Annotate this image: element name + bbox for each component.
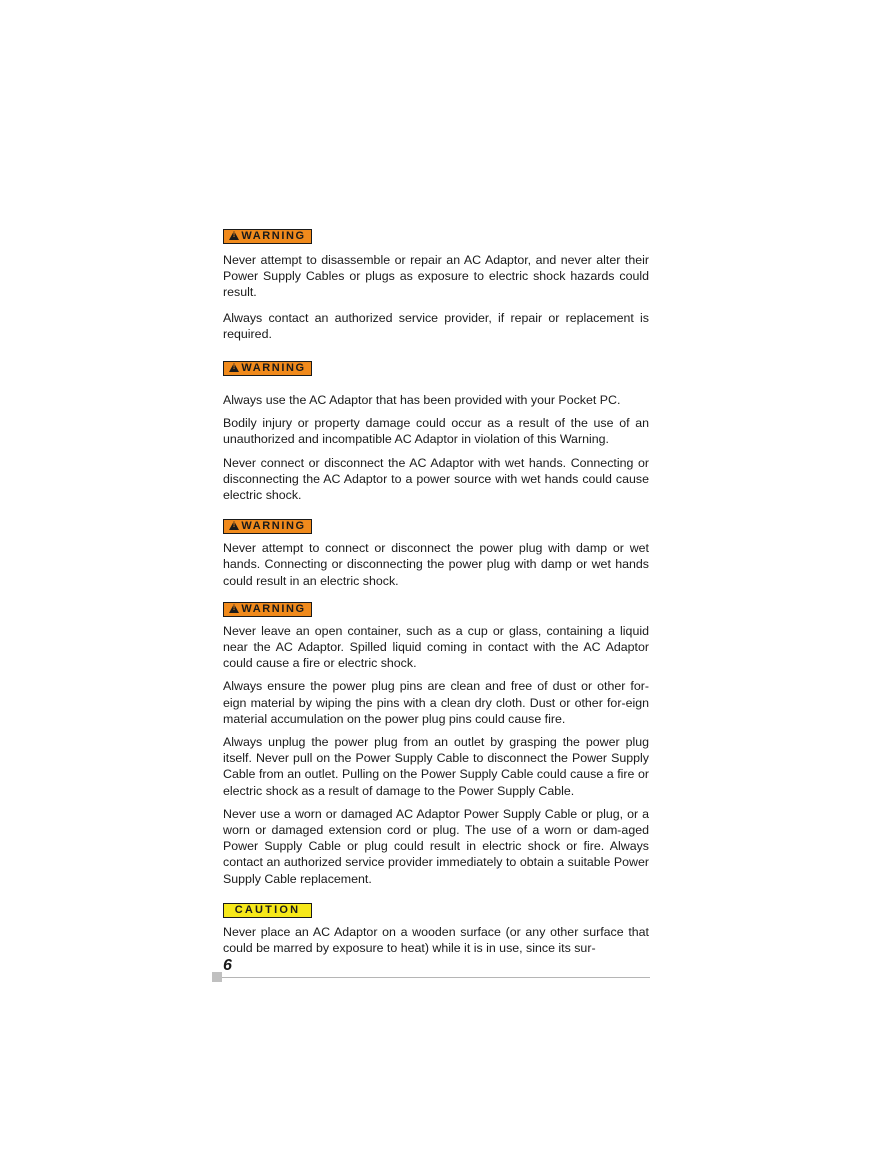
paragraph: Always unplug the power plug from an outlet by grasping the power plug itself. Never pull on the Power Supply Cable to disconnect the Power Supply Cable from an outlet. Pulling on the Power Supply Cable could cause a fire or electric shock as a result of damage to the Power Supply Cable. [223, 735, 649, 798]
warning-section [223, 519, 649, 589]
warning-label: !WARNING [223, 229, 312, 244]
paragraph: Never use a worn or damaged AC Adaptor Power Supply Cable or plug, or a worn or damaged extension cord or plug. The use of a worn or dam-aged Power Supply Cable or plug could result in electric shock or fire. Always contact an authorized service provider immediately to obtain a suitable Power Supply Cable replacement. [223, 806, 649, 886]
warning-triangle-icon [229, 363, 239, 372]
caution-section [223, 903, 649, 956]
paragraph: Never attempt to connect or disconnect the power plug with damp or wet hands. Connecting or disconnecting the power plug with damp or wet hands could result in an electric shock. [223, 541, 649, 588]
paragraph: Never place an AC Adaptor on a wooden surface (or any other surface that could be marred by exposure to heat) while it is in use, since its sur- [223, 924, 649, 956]
page-content [223, 229, 649, 956]
caution-label: CAUTION [223, 903, 312, 918]
paragraph: Bodily injury or property damage could occur as a result of the use of an unauthorized and incompatible AC Adaptor in violation of this Warning. [223, 416, 649, 447]
paragraph: Never attempt to disassemble or repair an AC Adaptor, and never alter their Power Supply Cables or plugs as exposure to electric shock hazards could result. [223, 253, 649, 300]
warning-section [223, 602, 649, 887]
footer-rule [222, 977, 650, 978]
page-number: 6 [223, 957, 232, 974]
warning-triangle-icon [229, 604, 239, 613]
warning-section [223, 229, 649, 342]
paragraph: Always ensure the power plug pins are clean and free of dust or other for-eign material by wiping the pins with a clean dry cloth. Dust or other for-eign material accumulation on the power plug pins could cause fire. [223, 679, 649, 726]
warning-triangle-icon [229, 521, 239, 530]
warning-label: !WARNING [223, 602, 312, 617]
paragraph: Always contact an authorized service provider, if repair or replacement is required. [223, 310, 649, 341]
warning-triangle-icon [229, 231, 239, 240]
warning-label: !WARNING [223, 519, 312, 534]
paragraph: Never connect or disconnect the AC Adaptor with wet hands. Connecting or disconnecting the AC Adaptor to a power source with wet hands could cause electric shock. [223, 455, 649, 503]
warning-section [223, 361, 649, 503]
warning-label: !WARNING [223, 361, 312, 376]
paragraph: Never leave an open container, such as a cup or glass, containing a liquid near the AC Adaptor. Spilled liquid coming in contact with the AC Adaptor could cause a fire or electric shock. [223, 623, 649, 671]
footer-marker [212, 972, 222, 982]
paragraph: Always use the AC Adaptor that has been provided with your Pocket PC. [223, 393, 621, 408]
